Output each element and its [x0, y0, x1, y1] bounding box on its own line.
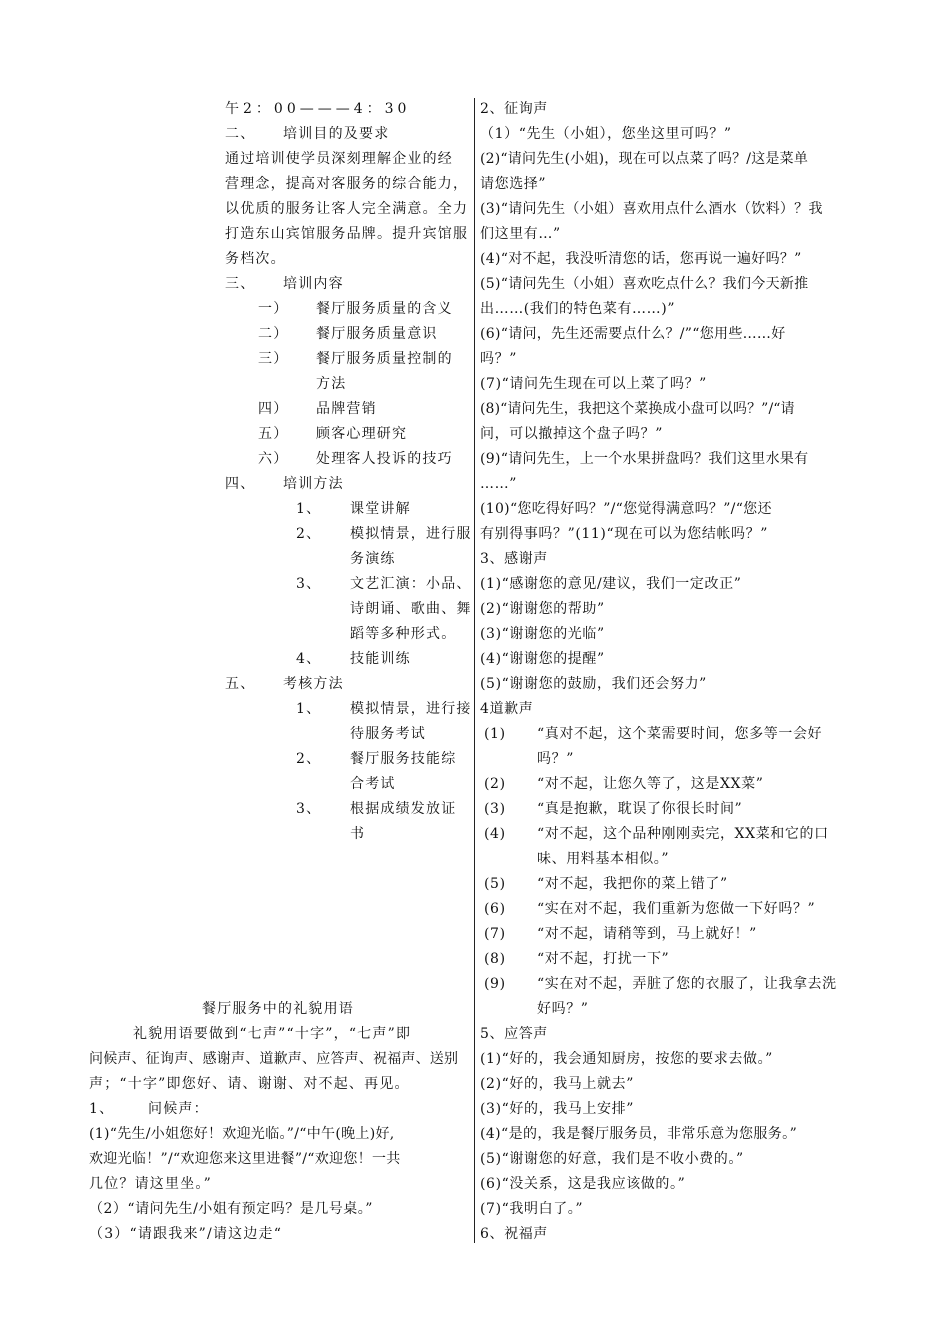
phrase-line: (7)“请问先生现在可以上菜了吗？”: [480, 376, 707, 392]
phrase-line: (10)“您吃得好吗？”/“您觉得满意吗？”/“您还: [480, 501, 772, 517]
apology-number: (9): [484, 976, 506, 992]
greeting-line: （3）“请跟我来”/请这边走“: [89, 1226, 283, 1242]
list-item: 书: [350, 826, 366, 842]
greeting-line: (1)“先生/小姐您好！欢迎光临。”/“中午(晚上)好,: [89, 1126, 395, 1142]
phrase-line: (4)“是的，我是餐厅服务员，非常乐意为您服务。”: [480, 1126, 798, 1142]
apology-text: “对不起，这个品种刚刚卖完，XX菜和它的口: [537, 826, 829, 842]
phrase-line: (4)“谢谢您的提醒”: [480, 651, 605, 667]
phrase-line: (7)“我明白了。”: [480, 1201, 584, 1217]
list-item: 模拟情景，进行接: [350, 701, 472, 717]
apology-number: (2): [484, 776, 506, 792]
phrase-line: (8)“请问先生，我把这个菜换成小盘可以吗？”/“请: [480, 401, 795, 417]
list-item: 餐厅服务技能综: [350, 751, 457, 767]
list-number: 四）: [258, 401, 289, 417]
list-item: 品牌营销: [316, 401, 377, 417]
list-item: 模拟情景，进行服: [350, 526, 472, 542]
phrase-line: 有别得事吗？”(11)“现在可以为您结帐吗？”: [480, 526, 769, 542]
list-item: 顾客心理研究: [316, 426, 408, 442]
apology-text: “真是抱歉，耽误了你很长时间”: [537, 801, 743, 817]
section-2-number: 二、: [225, 126, 256, 142]
phrase-line: (6)“请问，先生还需要点什么？/”“您用些……好: [480, 326, 786, 342]
section-4-number: 四、: [225, 476, 256, 492]
phrase-line: (1)“感谢您的意见/建议，我们一定改正”: [480, 576, 742, 592]
list-number: 2、: [296, 526, 322, 542]
list-item: 餐厅服务质量控制的: [316, 351, 453, 367]
list-number: 三）: [258, 351, 289, 367]
phrase-line: 吗？”: [480, 351, 517, 367]
phrase-line: (3)“好的，我马上安排”: [480, 1101, 634, 1117]
phrase-line: 出……(我们的特色菜有……)”: [480, 301, 676, 317]
greeting-number: 1、: [89, 1101, 115, 1117]
etiquette-intro: 礼貌用语要做到“七声”“十字”，“七声”即: [133, 1026, 412, 1042]
apology-text: “实在对不起，弄脏了您的衣服了，让我拿去洗: [537, 976, 837, 992]
greeting-line: 几位？请这里坐。”: [89, 1176, 212, 1192]
phrase-line: (9)“请问先生，上一个水果拼盘吗？我们这里水果有: [480, 451, 809, 467]
section-5-number: 五、: [225, 676, 256, 692]
greeting-line: 欢迎光临！”/“欢迎您来这里进餐”/“欢迎您！一共: [89, 1151, 401, 1167]
phrase-line: 们这里有…”: [480, 226, 561, 242]
phrase-line: (1)“好的，我会通知厨房，按您的要求去做。”: [480, 1051, 773, 1067]
apology-text: “对不起，让您久等了，这是XX菜”: [537, 776, 764, 792]
phrase-line: (2)“好的，我马上就去”: [480, 1076, 634, 1092]
phrase-line: 请您选择”: [480, 176, 547, 192]
apology-number: (4): [484, 826, 506, 842]
list-item: 技能训练: [350, 651, 411, 667]
list-item: 餐厅服务质量的含义: [316, 301, 453, 317]
phrase-line: (4)“对不起，我没听清您的话，您再说一遍好吗？”: [480, 251, 802, 267]
etiquette-title: 餐厅服务中的礼貌用语: [202, 1001, 354, 1017]
heading-blessing: 6、祝福声: [480, 1226, 548, 1242]
heading-apology: 4道歉声: [480, 701, 534, 717]
heading-response: 5、应答声: [480, 1026, 548, 1042]
section-2-text: 打造东山宾馆服务品牌。提升宾馆服: [225, 226, 469, 242]
apology-number: (6): [484, 901, 506, 917]
column-divider: [474, 98, 475, 1243]
list-item: 餐厅服务质量意识: [316, 326, 438, 342]
list-item: 课堂讲解: [350, 501, 411, 517]
phrase-line: (6)“没关系，这是我应该做的。”: [480, 1176, 686, 1192]
list-number: 3、: [296, 801, 322, 817]
list-item: 合考试: [350, 776, 396, 792]
section-3-number: 三、: [225, 276, 256, 292]
section-2-title: 培训目的及要求: [283, 126, 390, 142]
list-item: 方法: [316, 376, 347, 392]
section-3-title: 培训内容: [283, 276, 344, 292]
list-number: 1、: [296, 701, 322, 717]
apology-number: (5): [484, 876, 506, 892]
section-4-title: 培训方法: [283, 476, 344, 492]
apology-number: (1): [484, 726, 506, 742]
time-line: 午2：00———4：30: [225, 101, 411, 117]
section-5-title: 考核方法: [283, 676, 344, 692]
apology-number: (7): [484, 926, 506, 942]
phrase-line: (5)“谢谢您的好意，我们是不收小费的。”: [480, 1151, 744, 1167]
phrase-line: (3)“请问先生（小姐）喜欢用点什么酒水（饮料）？我: [480, 201, 823, 217]
heading-thanks: 3、感谢声: [480, 551, 548, 567]
list-item: 务演练: [350, 551, 396, 567]
apology-text: “真对不起，这个菜需要时间，您多等一会好: [537, 726, 823, 742]
section-2-text: 以优质的服务让客人完全满意。全力: [225, 201, 469, 217]
apology-text: 味、用料基本相似。”: [537, 851, 670, 867]
heading-inquiry: 2、征询声: [480, 101, 548, 117]
list-number: 五）: [258, 426, 289, 442]
section-2-text: 通过培训使学员深刻理解企业的经: [225, 151, 453, 167]
list-number: 1、: [296, 501, 322, 517]
etiquette-intro: 问候声、征询声、感谢声、道歉声、应答声、祝福声、送别: [89, 1051, 459, 1067]
phrase-line: (2)“请问先生(小姐)，现在可以点菜了吗？/这是菜单: [480, 151, 809, 167]
apology-number: (3): [484, 801, 506, 817]
list-item: 处理客人投诉的技巧: [316, 451, 453, 467]
list-item: 蹈等多种形式。: [350, 626, 457, 642]
phrase-line: 问，可以撤掉这个盘子吗？”: [480, 426, 663, 442]
list-number: 2、: [296, 751, 322, 767]
phrase-line: ……”: [480, 476, 517, 492]
apology-text: 好吗？”: [537, 1001, 589, 1017]
phrase-line: (5)“请问先生（小姐）喜欢吃点什么？我们今天新推: [480, 276, 809, 292]
list-number: 4、: [296, 651, 322, 667]
list-item: 诗朗诵、歌曲、舞: [350, 601, 472, 617]
phrase-line: (3)“谢谢您的光临”: [480, 626, 605, 642]
list-number: 二）: [258, 326, 289, 342]
list-number: 六）: [258, 451, 289, 467]
greeting-title: 问候声：: [148, 1101, 209, 1117]
greeting-line: （2）“请问先生/小姐有预定吗？是几号桌。”: [89, 1201, 373, 1217]
list-item: 文艺汇演：小品、: [350, 576, 472, 592]
apology-text: “对不起，请稍等到，马上就好！”: [537, 926, 757, 942]
phrase-line: (2)“谢谢您的帮助”: [480, 601, 605, 617]
list-number: 3、: [296, 576, 322, 592]
apology-text: “实在对不起，我们重新为您做一下好吗？”: [537, 901, 816, 917]
apology-number: (8): [484, 951, 506, 967]
apology-text: “对不起，我把你的菜上错了”: [537, 876, 728, 892]
section-2-text: 营理念，提高对客服务的综合能力，: [225, 176, 469, 192]
list-item: 根据成绩发放证: [350, 801, 457, 817]
phrase-line: (5)“谢谢您的鼓励，我们还会努力”: [480, 676, 707, 692]
list-number: 一）: [258, 301, 289, 317]
list-item: 待服务考试: [350, 726, 426, 742]
phrase-line: （1）“先生（小姐），您坐这里可吗？”: [480, 126, 732, 142]
apology-text: 吗？”: [537, 751, 574, 767]
section-2-text: 务档次。: [225, 251, 286, 267]
etiquette-intro: 声；“十字”即您好、请、谢谢、对不起、再见。: [89, 1076, 410, 1092]
apology-text: “对不起，打扰一下”: [537, 951, 670, 967]
